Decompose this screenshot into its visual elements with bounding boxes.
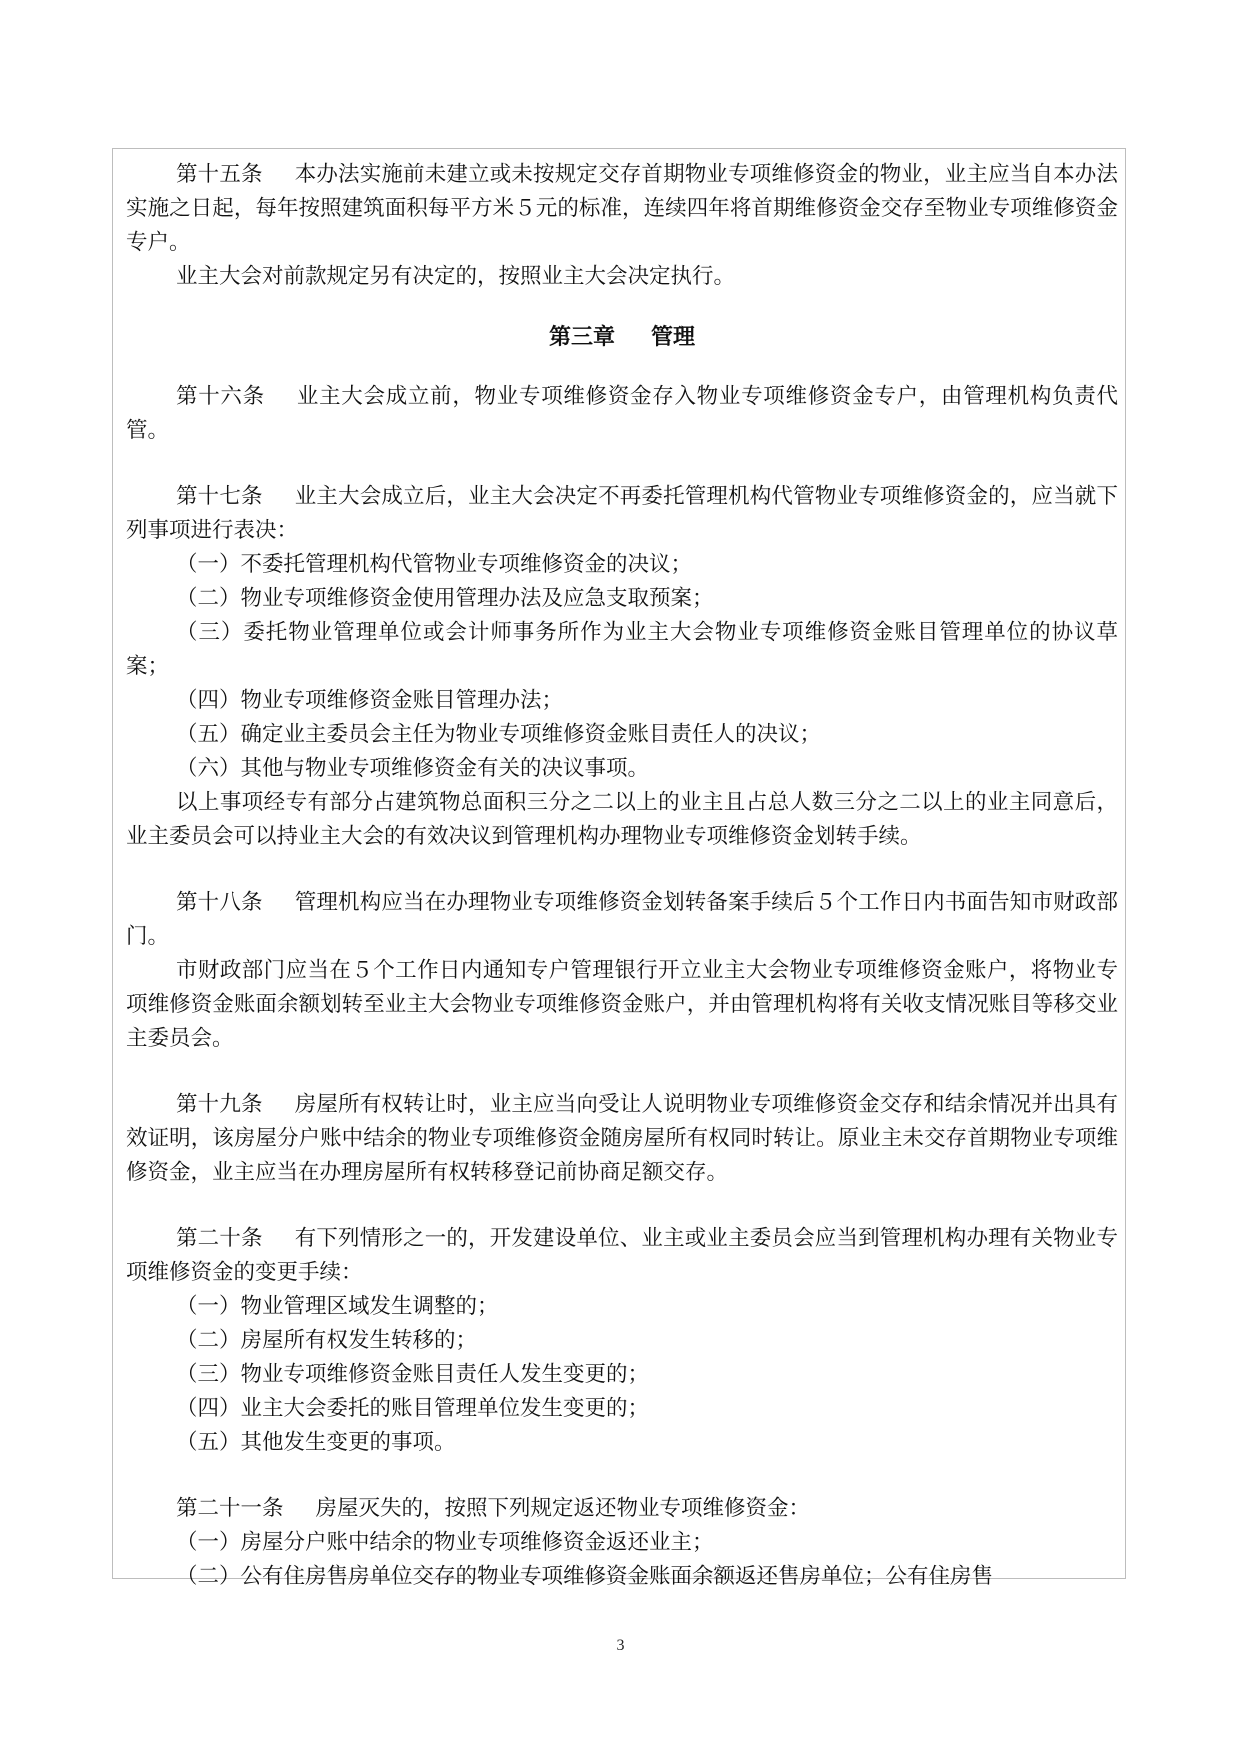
list-item: （三）委托物业管理单位或会计师事务所作为业主大会物业专项维修资金账目管理单位的协议草案； xyxy=(126,620,1118,679)
chapter-label: 第三章 xyxy=(548,324,615,350)
article-text: 管理机构应当在办理物业专项维修资金划转备案手续后５个工作日内书面告知市财政部门。 xyxy=(126,890,1118,949)
list-item: （三）物业专项维修资金账目责任人发生变更的； xyxy=(176,1362,650,1387)
page-number: 3 xyxy=(616,1637,625,1654)
article-number: 第十七条 xyxy=(176,484,263,509)
article-text: 房屋灭失的，按照下列规定返还物业专项维修资金： xyxy=(315,1496,811,1521)
list-item: （二）物业专项维修资金使用管理办法及应急支取预案； xyxy=(176,586,714,611)
article-number: 第十九条 xyxy=(176,1092,263,1117)
list-item: （五）确定业主委员会主任为物业专项维修资金账目责任人的决议； xyxy=(176,722,822,747)
article-15-para2: 业主大会对前款规定另有决定的，按照业主大会决定执行。 xyxy=(176,264,736,289)
article-16 xyxy=(126,380,1118,448)
document-body xyxy=(126,158,1118,1594)
list-item: （一）不委托管理机构代管物业专项维修资金的决议； xyxy=(176,552,693,577)
article-17-para2: 以上事项经专有部分占建筑物总面积三分之二以上的业主且占总人数三分之二以上的业主同意后，业主委员会可以持业主大会的有效决议到管理机构办理物业专项维修资金划转手续。 xyxy=(126,790,1118,849)
list-item: （四）业主大会委托的账目管理单位发生变更的； xyxy=(176,1396,650,1421)
list-item: （一）房屋分户账中结余的物业专项维修资金返还业主； xyxy=(176,1530,714,1555)
article-number: 第十八条 xyxy=(176,890,263,915)
article-number: 第十六条 xyxy=(176,384,265,409)
list-item: （一）物业管理区域发生调整的； xyxy=(176,1294,499,1319)
list-item: （五）其他发生变更的事项。 xyxy=(176,1430,456,1455)
list-item: （四）物业专项维修资金账目管理办法； xyxy=(176,688,564,713)
chapter-heading xyxy=(126,320,1118,354)
article-number: 第二十条 xyxy=(176,1226,263,1251)
article-18 xyxy=(126,886,1118,954)
article-text: 业主大会成立后，业主大会决定不再委托管理机构代管物业专项维修资金的，应当就下列事项进行表决： xyxy=(126,484,1118,543)
article-21 xyxy=(126,1492,1118,1526)
list-item: （二）公有住房售房单位交存的物业专项维修资金账面余额返还售房单位；公有住房售 xyxy=(176,1564,994,1589)
article-text: 房屋所有权转让时，业主应当向受让人说明物业专项维修资金交存和结余情况并出具有效证明，该房屋分户账中结余的物业专项维修资金随房屋所有权同时转让。原业主未交存首期物业专项维修资金，业主应当在办理房屋所有权转移登记前协商足额交存。 xyxy=(126,1092,1118,1185)
article-17 xyxy=(126,480,1118,548)
article-number: 第二十一条 xyxy=(176,1496,284,1521)
list-item: （六）其他与物业专项维修资金有关的决议事项。 xyxy=(176,756,650,781)
article-15 xyxy=(126,158,1118,260)
list-item: （二）房屋所有权发生转移的； xyxy=(176,1328,478,1353)
chapter-title: 管理 xyxy=(651,324,696,350)
article-text: 业主大会成立前，物业专项维修资金存入物业专项维修资金专户，由管理机构负责代管。 xyxy=(126,384,1118,443)
article-18-para2: 市财政部门应当在５个工作日内通知专户管理银行开立业主大会物业专项维修资金账户，将物业专项维修资金账面余额划转至业主大会物业专项维修资金账户，并由管理机构将有关收支情况账目等移交业主委员会。 xyxy=(126,958,1118,1051)
article-text: 本办法实施前未建立或未按规定交存首期物业专项维修资金的物业，业主应当自本办法实施之日起，每年按照建筑面积每平方米５元的标准，连续四年将首期维修资金交存至物业专项维修资金专户。 xyxy=(126,162,1118,255)
article-text: 有下列情形之一的，开发建设单位、业主或业主委员会应当到管理机构办理有关物业专项维修资金的变更手续： xyxy=(126,1226,1118,1285)
article-19 xyxy=(126,1088,1118,1190)
article-20 xyxy=(126,1222,1118,1290)
article-number: 第十五条 xyxy=(176,162,263,187)
